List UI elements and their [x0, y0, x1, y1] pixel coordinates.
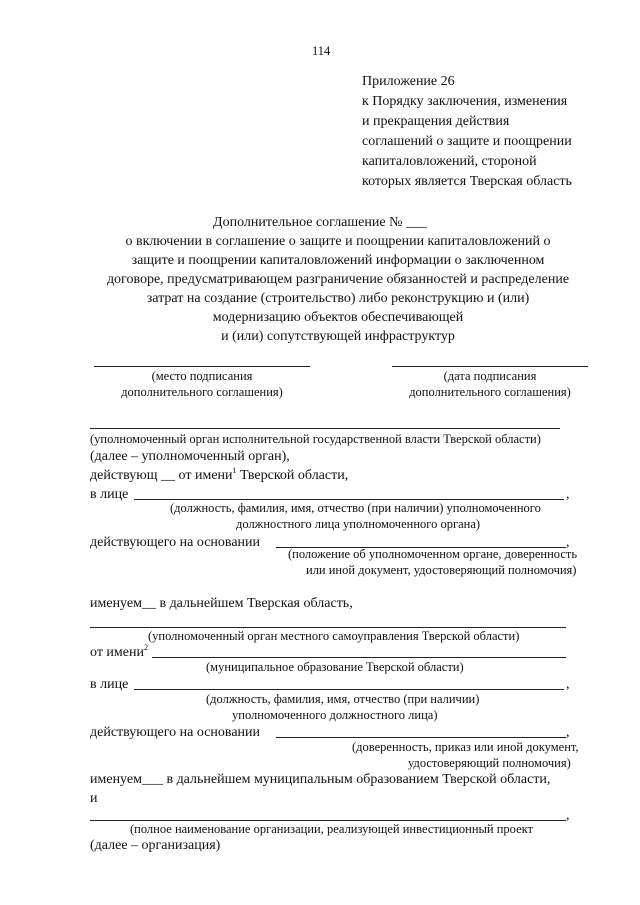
heading-line: модернизацию объектов обеспечивающей [212, 310, 464, 325]
agreement-title: Дополнительное соглашение № ___ [213, 215, 427, 230]
acting-suffix: Тверской области, [236, 468, 349, 483]
named-prefix: именуем [90, 596, 142, 611]
footnote-marker: 1 [232, 466, 237, 475]
appendix-line: капиталовложений, стороной [362, 154, 537, 169]
party2-basis-caption: удостоверяющий полномочия) [408, 756, 571, 770]
party2-municipality-caption: (муниципальное образование Тверской области) [206, 660, 464, 674]
organization-caption: (полное наименование организации, реализующей инвестиционный проект [130, 822, 533, 836]
party1-named [90, 597, 353, 611]
signing-place-caption: дополнительного соглашения) [121, 385, 283, 399]
party1-body-line [90, 428, 560, 429]
signing-place-line [94, 366, 310, 367]
heading-line: защите и поощрении капиталовложений информации о заключенном [131, 253, 545, 268]
party1-person-caption: должностного лица уполномоченного органа) [236, 517, 481, 531]
party1-person-caption: (должность, фамилия, имя, отчество (при наличии) уполномоченного [170, 501, 541, 515]
footnote-marker: 2 [143, 643, 148, 652]
page-number: 114 [312, 44, 331, 58]
party1-body-caption: (уполномоченный орган исполнительной государственной власти Тверской области) [90, 432, 541, 446]
acting-name-of: от имени [178, 468, 233, 483]
party1-person-line [134, 499, 564, 500]
party1-acting [90, 466, 349, 483]
party1-basis-label: действующего на основании [90, 535, 261, 550]
named-blank: ___ [141, 772, 163, 787]
party1-basis-caption: (положение об уполномоченном органе, доверенность [288, 547, 578, 561]
party1-basis-caption: или иной документ, удостоверяющий полномочия) [306, 563, 577, 577]
signing-place-caption: (место подписания [151, 369, 253, 383]
acting-prefix: действующ [90, 468, 158, 483]
conjunction-and: и [90, 791, 98, 806]
heading-line: и (или) сопутствующей инфраструктур [221, 329, 455, 344]
party2-person-comma: , [566, 677, 570, 692]
appendix-line: соглашений о защите и поощрении [362, 134, 572, 149]
heading-line: о включении в соглашение о защите и поощрении капиталовложений о [125, 234, 551, 249]
name-of-label: от имени [90, 645, 144, 660]
party2-name-of [90, 643, 148, 660]
party2-person-caption: уполномоченного должностного лица) [232, 708, 438, 722]
organization-line [90, 820, 566, 821]
named-blank: __ [141, 596, 156, 611]
signing-date-line [392, 366, 588, 367]
named-prefix: именуем [90, 772, 142, 787]
named-suffix: в дальнейшем муниципальным образованием Тверской области, [162, 772, 551, 787]
appendix-line: которых является Тверская область [362, 174, 572, 189]
party1-basis-comma: , [566, 535, 570, 550]
party2-person-line [134, 689, 564, 690]
party1-in-person-label: в лице [90, 487, 129, 502]
appendix-title: Приложение 26 [362, 74, 455, 89]
heading-line: затрат на создание (строительство) либо реконструкцию и (или) [146, 291, 530, 306]
party2-municipality-line [152, 657, 566, 658]
party2-in-person-label: в лице [90, 677, 129, 692]
named-suffix: в дальнейшем Тверская область, [155, 596, 353, 611]
party2-body-caption: (уполномоченный орган местного самоуправления Тверской области) [148, 629, 520, 643]
signing-date-caption: дополнительного соглашения) [409, 385, 571, 399]
organization-hereinafter: (далее – организация) [90, 838, 221, 853]
heading-line: договоре, предусматривающем разграничение обязанностей и распределение [106, 272, 570, 287]
party2-basis-label: действующего на основании [90, 725, 261, 740]
party2-body-line [90, 627, 566, 628]
appendix-line: и прекращения действия [362, 114, 510, 129]
party2-named [90, 773, 550, 787]
party1-person-comma: , [566, 487, 570, 502]
party2-person-caption: (должность, фамилия, имя, отчество (при наличии) [206, 692, 480, 706]
acting-blank: __ [161, 468, 176, 483]
signing-date-caption: (дата подписания [443, 369, 537, 383]
organization-comma: , [566, 808, 570, 823]
party1-hereinafter: (далее – уполномоченный орган), [90, 449, 290, 464]
party2-basis-line [276, 737, 566, 738]
appendix-line: к Порядку заключения, изменения [362, 94, 568, 109]
party2-basis-comma: , [566, 725, 570, 740]
party2-basis-caption: (доверенность, приказ или иной документ, [352, 740, 579, 754]
